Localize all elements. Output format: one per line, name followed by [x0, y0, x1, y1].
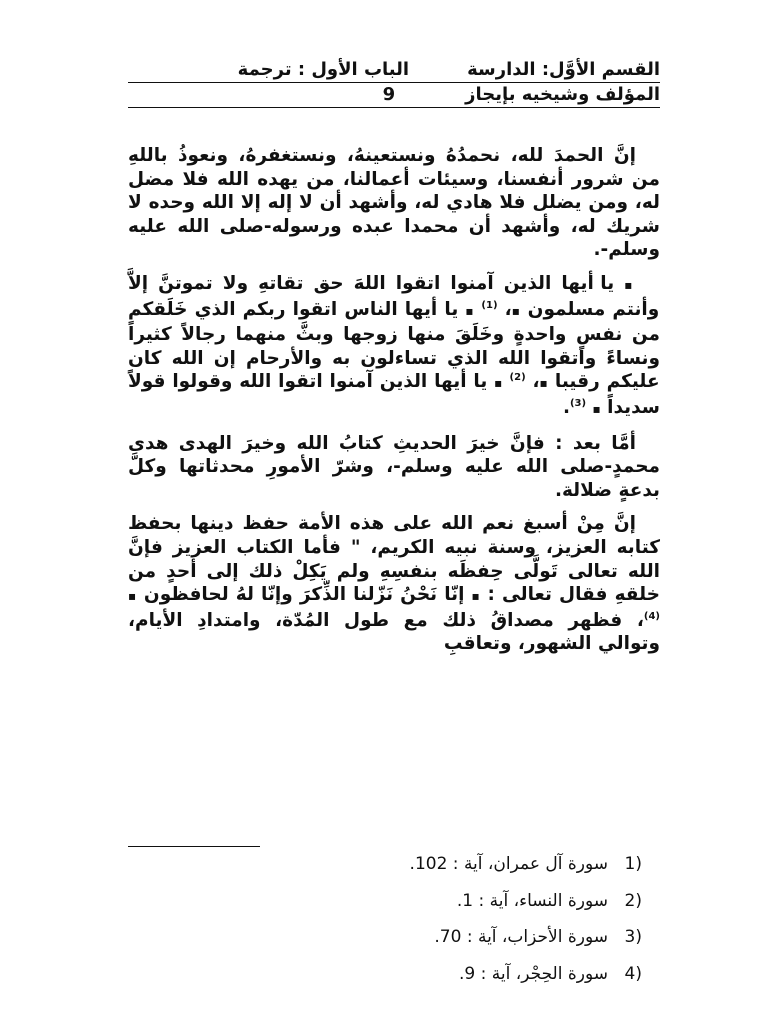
quran-ornament: ▪	[539, 376, 549, 391]
quran-ornament: ▪	[471, 589, 481, 604]
verse-1: يا أيها الذين آمنوا اتقوا اللهَ حق تقاتهِ ولا تموتنَّ إلاَّ وأنتم مسلمون	[128, 272, 660, 320]
footnote-text: سورة الحِجْر، آية : 9.	[458, 963, 608, 984]
footnote-number: (1	[624, 854, 642, 874]
footnote-number: (3	[624, 927, 642, 947]
header-line-1	[128, 58, 660, 83]
footnote-text: سورة النساء، آية : 1.	[456, 890, 608, 911]
footnote-3	[300, 925, 642, 962]
paragraph-4-continuation: ، فظهر مصداقُ ذلك مع طول المُدّة، وامتدادِ الأيام، وتوالي الشهور، وتعاقبِ	[128, 609, 660, 655]
quran-ornament: ▪	[465, 303, 475, 318]
footnote-1	[300, 852, 642, 889]
footnote-text: سورة الأحزاب، آية : 70.	[434, 927, 608, 947]
footnote-ref-4: (4)	[643, 610, 660, 622]
footnote-number: (4	[624, 963, 642, 984]
chapter-subtitle: المؤلف وشيخيه بإيجاز	[465, 84, 660, 105]
quran-ornament: ▪	[494, 376, 503, 391]
quran-ornament: ▪	[511, 303, 521, 318]
paragraph-2: ▪ يا أيها الذين آمنوا اتقوا اللهَ حق تقاتهِ ولا تموتنَّ إلاَّ وأنتم مسلمون ▪، $^{(1)}$ ▪ يا أيها الناس اتقوا ربكم الذي خَلَقكم من نفسٍ واحدةٍ وخَلَقَ منها زوجها وبثَّ منهما رجالاً كثيراً ونساءً واتقوا الله الذي تساءلون به والأرحام إن الله كان عليكم رقيبا ▪، $^{(2)}$ ▪ يا أيها الذين آمنوا اتقوا الله وقولوا قولاً سديداً ▪ $^{(3)}$.	[128, 272, 660, 418]
verse-3: يا أيها الذين آمنوا اتقوا الله وقولوا قولاً سديداً	[128, 371, 660, 418]
quran-ornament: ▪	[592, 401, 601, 416]
footnote-text: سورة آل عمران، آية : 102.	[409, 854, 608, 874]
paragraph-1: إنَّ الحمدَ لله، نحمدُهُ ونستعينهُ، ونستغفرهُ، ونعوذُ باللهِ من شرور أنفسنا، وسيئات أعمالنا، من يهده الله فلا مضل له، ومن يضلل فلا هادي له، وأشهد أن لا إله إلا الله وحده لا شريك له، وأشهد أن محمدا عبده ورسوله-صلى الله عليه وسلم-.	[128, 145, 660, 261]
footnote-2	[300, 889, 642, 926]
main-text	[128, 144, 660, 656]
quran-ornament: ▪	[624, 277, 636, 292]
header-line-2	[128, 83, 660, 108]
page-number: 9	[382, 84, 396, 105]
paragraph-3: أمَّا بعد : فإنَّ خيرَ الحديثِ كتابُ الله وخيرَ الهدى هدى محمدٍ-صلى الله عليه وسلم-، وشرّ الأمورِ محدثاتها وكلَّ بدعةٍ ضلالة.	[128, 432, 660, 501]
quran-ornament: ▪	[128, 589, 137, 604]
footnotes	[300, 852, 642, 998]
footnote-4	[300, 962, 642, 999]
chapter-title: الباب الأول : ترجمة	[237, 59, 410, 80]
footnote-separator	[128, 846, 260, 847]
verse-2: يا أيها الناس اتقوا ربكم الذي خَلَقكم من نفسٍ واحدةٍ وخَلَقَ منها زوجها وبثَّ منهما رجالاً كثيراً ونساءً واتقوا الله الذي تساءلون به والأرحام إن الله كان عليكم رقيبا	[128, 298, 660, 393]
paragraph-4-text: إنَّ مِنْ أسبغ نعم الله على هذه الأمة حفظ دينها بحفظ كتابه العزيز، وسنة نبيه الكريم، " فأما الكتاب العزيز فإنَّ الله تعالى تَولَّى حِفظَه بنفسِهِ ولم يَكِلْ ذلك إلى أحدٍ من خلقهِ فقال تعالى :	[128, 513, 660, 606]
footnote-ref-2: (2)	[509, 372, 526, 384]
footnote-ref-1: (1)	[481, 299, 498, 311]
verse-4: إنّا نَحْنُ نَزّلنا الذِّكرَ وإنّا لهُ لحافظون	[143, 584, 465, 606]
footnote-ref-3: (3)	[569, 397, 587, 409]
section-title: القسم الأوَّل: الدارسة	[467, 59, 660, 80]
paragraph-4	[128, 512, 660, 656]
footnote-number: (2	[624, 890, 642, 911]
page-header	[128, 58, 660, 108]
